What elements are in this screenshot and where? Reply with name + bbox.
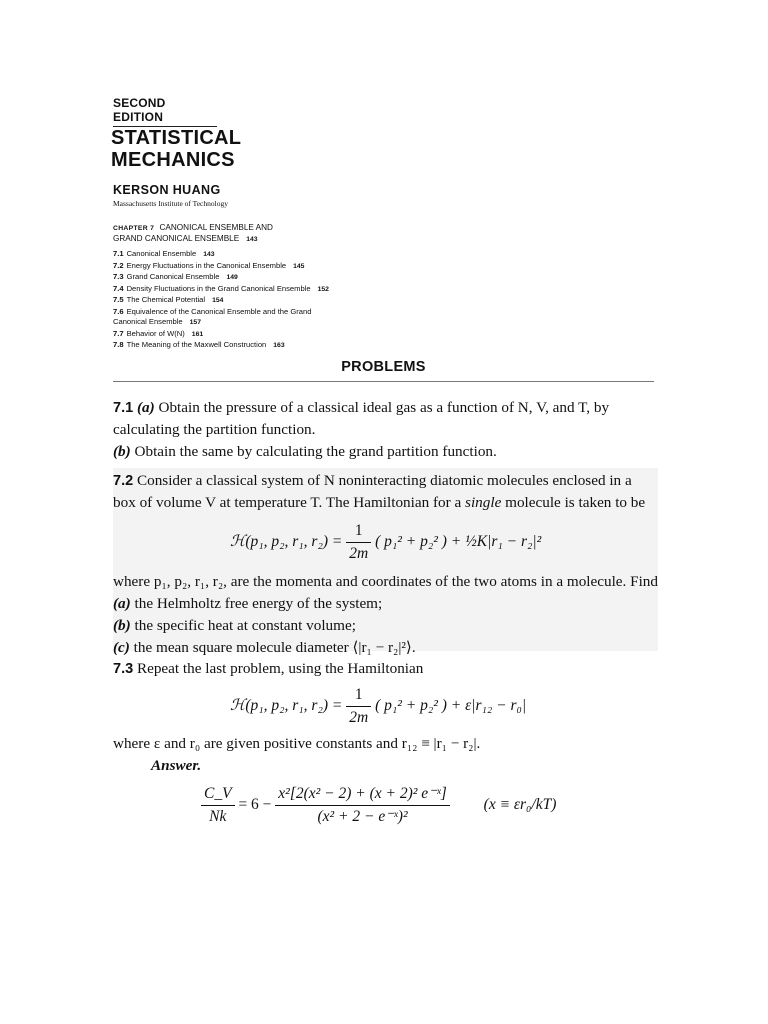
toc-entry (113, 340, 393, 352)
toc-entry (113, 261, 393, 273)
problem-7-1-part-a (113, 397, 658, 441)
fraction-numerator: C_V (201, 783, 235, 806)
where-clause: where ε and r₀ are given positive constants and r₁₂ ≡ |r₁ − r₂|. (113, 735, 481, 752)
toc-entry (113, 284, 393, 296)
part-label: (c) (113, 639, 130, 656)
toc-chapter-title-line-2: GRAND CANONICAL ENSEMBLE (113, 234, 240, 243)
part-label: (b) (113, 617, 131, 634)
answer-text: Answer. (151, 757, 202, 774)
intro-emphasis: single (465, 494, 502, 511)
part-label: (a) (113, 595, 131, 612)
toc-chapter-label: CHAPTER 7 (113, 225, 155, 232)
toc-entry-number: 7.1 (113, 249, 124, 258)
problem-7-2-intro (113, 470, 658, 514)
table-of-contents (113, 223, 393, 352)
toc-entry (113, 249, 393, 261)
intro-text-end: molecule is taken to be (501, 494, 646, 511)
toc-entry-title: The Meaning of the Maxwell Construction (126, 340, 267, 349)
toc-entry-title: Equivalence of the Canonical Ensemble and the Grand (126, 306, 312, 316)
author-affiliation: Massachusetts Institute of Technology (113, 199, 228, 208)
part-text: the Helmholtz free energy of the system; (134, 595, 383, 612)
toc-entry-title: The Chemical Potential (126, 295, 206, 304)
variable-definition: (x ≡ εr₀/kT) (483, 796, 557, 814)
hamiltonian-equation (113, 514, 658, 571)
toc-entry-title: Density Fluctuations in the Grand Canonical Ensemble (126, 283, 311, 293)
toc-entry-number: 7.8 (113, 340, 124, 349)
fraction-numerator: 1 (346, 684, 371, 707)
toc-entry-number: 7.6 (113, 306, 124, 316)
toc-chapter (113, 223, 393, 245)
toc-entry (113, 295, 393, 307)
fraction-denominator: Nk (209, 808, 227, 825)
part-label: (b) (113, 443, 131, 460)
hamiltonian-equation (113, 680, 658, 733)
toc-entry-page: 161 (191, 330, 204, 338)
part-label: (a) (136, 399, 155, 416)
toc-entry-number: 7.4 (113, 283, 124, 293)
intro-text: Consider a classical system of N noninteracting diatomic molecules enclosed in a box of volume V at temperature T. The Hamiltonian for a (113, 472, 632, 511)
fraction-numerator: 1 (346, 520, 371, 543)
fraction (201, 783, 235, 828)
problem-number: 7.1 (113, 400, 134, 416)
toc-chapter-page: 143 (246, 236, 258, 243)
fraction-denominator: 2m (349, 709, 369, 726)
toc-entry-page: 145 (293, 262, 305, 270)
toc-chapter-title-line-1: CANONICAL ENSEMBLE AND (159, 223, 273, 232)
fraction (346, 520, 371, 565)
equation-lhs: ℋ(p₁, p₂, r₁, r₂) = (230, 697, 343, 715)
part-text: Obtain the same by calculating the grand partition function. (134, 443, 497, 460)
intro-text: Repeat the last problem, using the Hamiltonian (136, 660, 424, 677)
toc-entry-page: 154 (212, 297, 224, 304)
fraction-denominator: (x² + 2 − e⁻ˣ)² (317, 808, 408, 825)
book-title (111, 127, 241, 171)
toc-entry-title: Energy Fluctuations in the Canonical Ensemble (126, 260, 287, 270)
problem-7-1 (113, 397, 658, 463)
problem-7-1-part-b (113, 441, 658, 463)
toc-entry-page: 163 (273, 342, 285, 349)
toc-entry-page: 157 (189, 319, 201, 326)
problem-number: 7.2 (113, 473, 134, 489)
fraction (275, 783, 449, 828)
answer-label (113, 755, 658, 777)
toc-entry-page: 143 (203, 251, 215, 258)
list-item (113, 615, 658, 637)
fraction-denominator: 2m (349, 545, 369, 562)
toc-entry-number: 7.5 (113, 295, 124, 304)
list-item (113, 593, 658, 615)
toc-entry-number: 7.2 (113, 260, 124, 270)
toc-entry (113, 272, 393, 284)
list-item (113, 637, 658, 659)
equation-operator: = 6 − (238, 796, 272, 814)
heading-rule (113, 381, 654, 382)
equation-rhs: ( p₁² + p₂² ) + ½K|r₁ − r₂|² (375, 533, 542, 551)
part-text: the specific heat at constant volume; (134, 617, 356, 634)
toc-entry-title: Canonical Ensemble (126, 249, 197, 258)
problem-7-3-intro (113, 658, 658, 680)
part-text: the mean square molecule diameter ⟨|r₁ − r₂|²⟩. (133, 639, 416, 656)
problem-7-3 (113, 658, 658, 828)
edition-label: SECOND EDITION (113, 96, 217, 127)
part-text: Obtain the pressure of a classical ideal gas as a function of N, V, and T, by calculating the partition function. (113, 399, 610, 438)
fraction-numerator: x²[2(x² − 2) + (x + 2)² e⁻ˣ] (275, 783, 449, 806)
toc-entry (113, 329, 393, 341)
where-clause: where p₁, p₂, r₁, r₂, are the momenta and coordinates of the two atoms in a molecule. Find (113, 573, 658, 590)
toc-entry-number: 7.7 (113, 328, 124, 338)
book-title-line-2: MECHANICS (111, 149, 235, 171)
toc-entry-page: 152 (317, 285, 329, 293)
equation-rhs: ( p₁² + p₂² ) + ε|r₁₂ − r₀| (375, 697, 527, 715)
author-name: KERSON HUANG (113, 183, 221, 197)
toc-entry-page: 149 (226, 274, 238, 281)
equation-lhs: ℋ(p₁, p₂, r₁, r₂) = (230, 533, 343, 551)
toc-entry-title: Grand Canonical Ensemble (126, 272, 220, 281)
problem-number: 7.3 (113, 661, 134, 677)
problem-7-2 (113, 470, 658, 659)
book-title-line-1: STATISTICAL (111, 127, 242, 149)
toc-entry-number: 7.3 (113, 272, 124, 281)
problems-heading: PROBLEMS (341, 359, 426, 375)
toc-entry-title-continued: Canonical Ensemble (113, 317, 183, 326)
answer-equation (113, 777, 658, 828)
toc-entry-title: Behavior of W(N) (126, 328, 185, 338)
toc-entry (113, 307, 393, 329)
fraction (346, 684, 371, 729)
